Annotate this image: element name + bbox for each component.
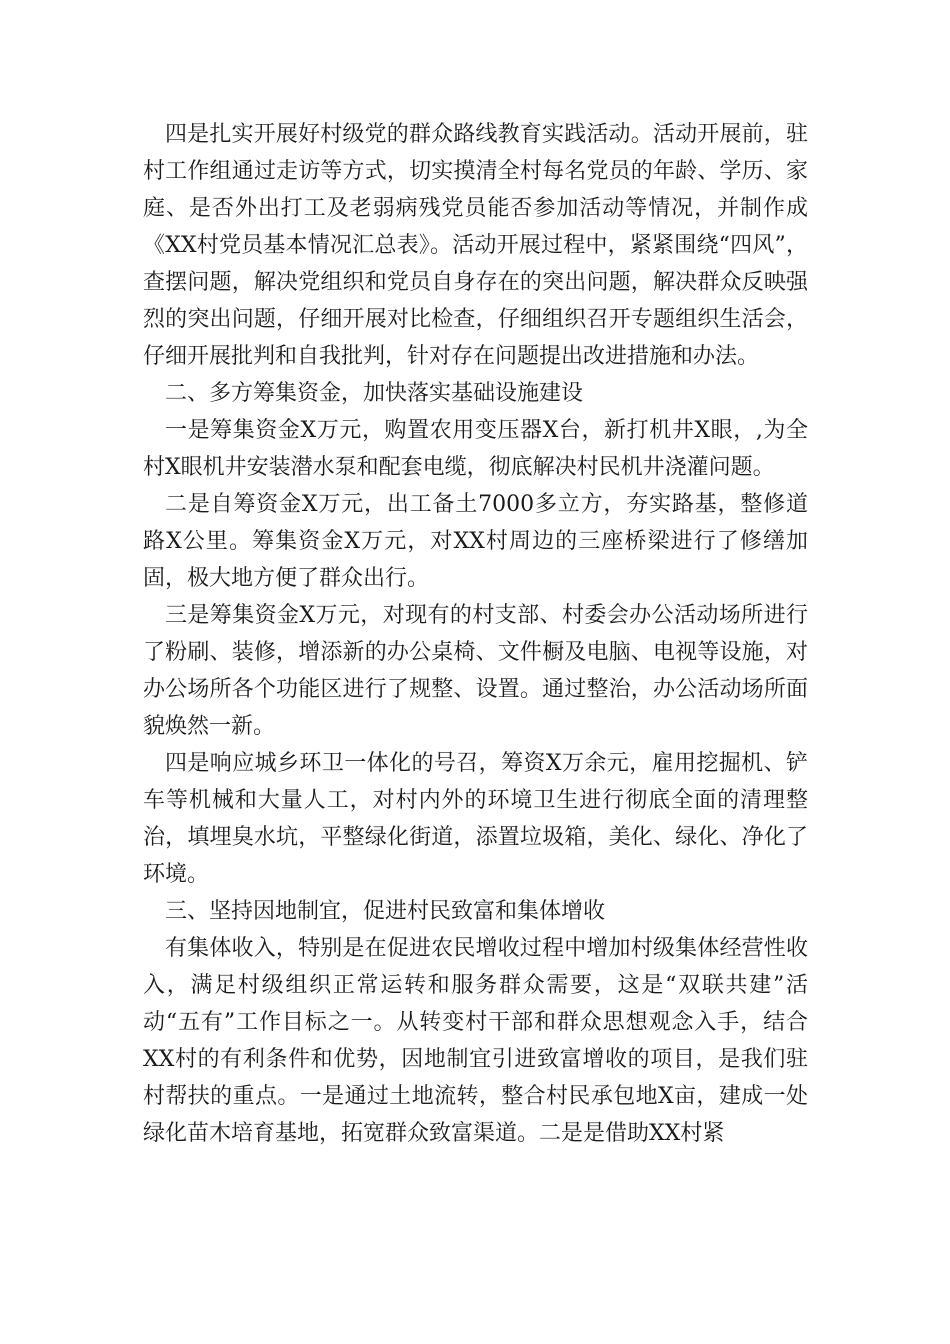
paragraph-office-renovation: 三是筹集资金X万元，对现有的村支部、村委会办公活动场所进行了粉刷、装修，增添新的办公桌椅、文件橱及电脑、电视等设施，对办公场所各个功能区进行了规整、设置。通过整治，办公活动场所面貌焕然一新。 bbox=[143, 603, 808, 739]
paragraph-transformer-wells: 一是筹集资金X万元，购置农用变压器X台，新打机井X眼，,为全村X眼机井安装潜水泵和配套电缆，彻底解决村民机井浇灌问题。 bbox=[143, 418, 808, 480]
section-heading-income: 三、坚持因地制宜，促进村民致富和集体增收 bbox=[165, 899, 606, 924]
document-body bbox=[143, 116, 808, 1152]
paragraph-sanitation: 四是响应城乡环卫一体化的号召，筹资X万余元，雇用挖掘机、铲车等机械和大量人工，对村内外的环境卫生进行彻底全面的清理整治，填埋臭水坑，平整绿化街道，添置垃圾箱，美化、绿化、净化了环境。 bbox=[143, 751, 808, 887]
paragraph-collective-income: 有集体收入，特别是在促进农民增收过程中增加村级集体经营性收入，满足村级组织正常运转和服务群众需要，这是“双联共建”活动“五有”工作目标之一。从转变村干部和群众思想观念入手，结合XX村的有利条件和优势，因地制宜引进致富增收的项目，是我们驻村帮扶的重点。一是通过土地流转，整合村民承包地X亩，建成一处绿化苗木培育基地，拓宽群众致富渠道。二是是借助XX村紧 bbox=[143, 936, 808, 1146]
paragraph-roads-bridges: 二是自筹资金X万元，出工备土7000多立方，夯实路基，整修道路X公里。筹集资金X万元，对XX村周边的三座桥梁进行了修缮加固，极大地方便了群众出行。 bbox=[143, 492, 808, 591]
section-heading-infrastructure: 二、多方筹集资金，加快落实基础设施建设 bbox=[165, 381, 584, 406]
paragraph-party-education: 四是扎实开展好村级党的群众路线教育实践活动。活动开展前，驻村工作组通过走访等方式，切实摸清全村每名党员的年龄、学历、家庭、是否外出打工及老弱病残党员能否参加活动等情况，并制作成《XX村党员基本情况汇总表》。活动开展过程中，紧紧围绕“四风”，查摆问题，解决党组织和党员自身存在的突出问题，解决群众反映强烈的突出问题，仔细开展对比检查，仔细组织召开专题组织生活会，仔细开展批判和自我批判，针对存在问题提出改进措施和办法。 bbox=[143, 122, 808, 369]
